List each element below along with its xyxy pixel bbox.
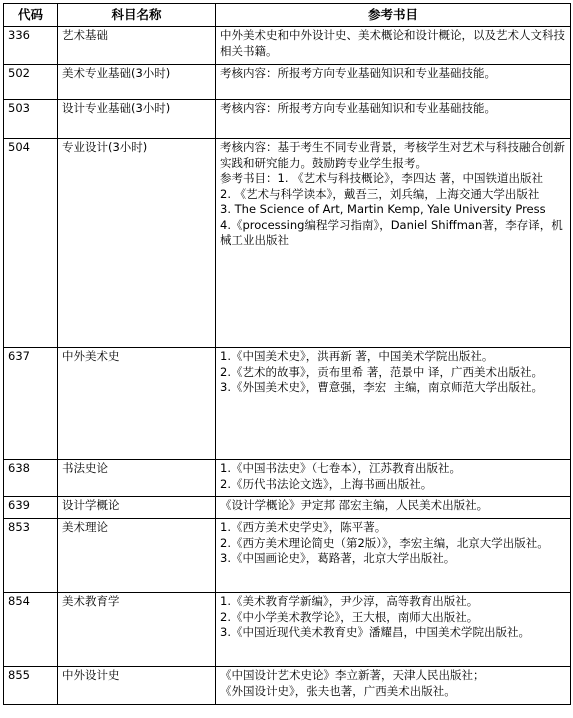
header-code: 代码 xyxy=(4,4,58,27)
cell-subject-name: 设计专业基础(3小时) xyxy=(58,100,216,139)
cell-code: 637 xyxy=(4,348,58,460)
cell-subject-name: 专业设计(3小时) xyxy=(58,139,216,348)
cell-reference: 中外美术史和中外设计史、美术概论和设计概论，以及艺术人文科技相关书籍。 xyxy=(216,27,571,65)
cell-subject-name: 书法史论 xyxy=(58,460,216,497)
cell-code: 503 xyxy=(4,100,58,139)
cell-reference: 《中国设计艺术史论》李立新著，天津人民出版社； 《外国设计史》，张夫也著，广西美术出版社。 xyxy=(216,667,571,705)
cell-reference: 1.《中国书法史》（七卷本），江苏教育出版社。 2.《历代书法论文选》，上海书画出版社。 xyxy=(216,460,571,497)
cell-reference: 1.《西方美术史学史》，陈平著。 2.《西方美术理论简史（第2版）》，李宏主编，北京大学出版社。 3.《中国画论史》，葛路著，北京大学出版社。 xyxy=(216,519,571,593)
cell-subject-name: 美术专业基础(3小时) xyxy=(58,65,216,100)
table-row xyxy=(4,139,571,348)
table-row xyxy=(4,667,571,705)
cell-reference: 1.《美术教育学新编》，尹少淳，高等教育出版社。 2.《中小学美术教学论》，王大根，南师大出版社。 3.《中国近现代美术教育史》潘耀昌，中国美术学院出版社。 xyxy=(216,593,571,667)
cell-code: 336 xyxy=(4,27,58,65)
cell-code: 639 xyxy=(4,497,58,519)
cell-subject-name: 设计学概论 xyxy=(58,497,216,519)
table-row xyxy=(4,519,571,593)
header-subject-name: 科目名称 xyxy=(58,4,216,27)
table-header-row xyxy=(4,4,571,27)
subject-reference-table xyxy=(3,3,571,705)
table-row xyxy=(4,27,571,65)
cell-code: 504 xyxy=(4,139,58,348)
cell-code: 855 xyxy=(4,667,58,705)
table-row xyxy=(4,497,571,519)
cell-reference: 考核内容：基于考生不同专业背景，考核学生对艺术与科技融合创新实践和研究能力。鼓励跨专业学生报考。 参考书目：1. 《艺术与科技概论》，李四达 著，中国铁道出版社 2. 《艺术与科学读本》，戴吾三，刘兵编，上海交通大学出版社 3. The Science of Art, Martin Kemp, Yale University Press 4.《processing编程学习指南》，Daniel Shiffman著，李存译，机械工业出版社 xyxy=(216,139,571,348)
cell-code: 638 xyxy=(4,460,58,497)
cell-reference: 考核内容：所报考方向专业基础知识和专业基础技能。 xyxy=(216,65,571,100)
table-row xyxy=(4,593,571,667)
table-row xyxy=(4,348,571,460)
cell-subject-name: 美术理论 xyxy=(58,519,216,593)
cell-subject-name: 艺术基础 xyxy=(58,27,216,65)
header-reference-books: 参考书目 xyxy=(216,4,571,27)
cell-reference: 《设计学概论》尹定邦 邵宏主编，人民美术出版社。 xyxy=(216,497,571,519)
cell-code: 854 xyxy=(4,593,58,667)
cell-subject-name: 中外设计史 xyxy=(58,667,216,705)
table-row xyxy=(4,100,571,139)
cell-reference: 1.《中国美术史》，洪再新 著，中国美术学院出版社。 2.《艺术的故事》，贡布里希 著，范景中 译，广西美术出版社。 3.《外国美术史》，曹意强，李宏 主编，南京师范大学出版社。 xyxy=(216,348,571,460)
cell-code: 502 xyxy=(4,65,58,100)
cell-subject-name: 中外美术史 xyxy=(58,348,216,460)
table-row xyxy=(4,460,571,497)
cell-code: 853 xyxy=(4,519,58,593)
table-row xyxy=(4,65,571,100)
cell-reference: 考核内容：所报考方向专业基础知识和专业基础技能。 xyxy=(216,100,571,139)
cell-subject-name: 美术教育学 xyxy=(58,593,216,667)
